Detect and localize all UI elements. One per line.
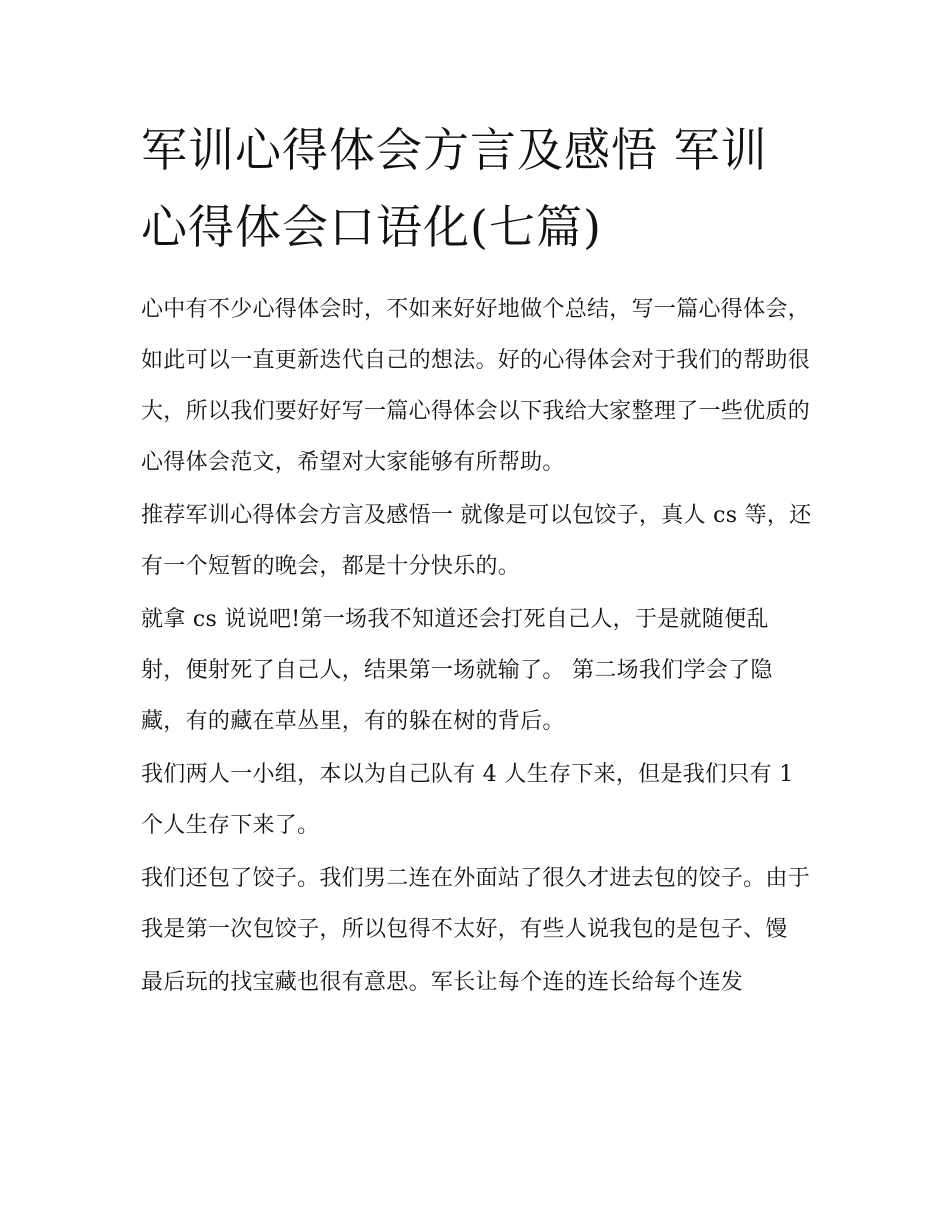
paragraph-treasure-hunt: 最后玩的找宝藏也很有意思。军长让每个连的连长给每个连发: [141, 970, 744, 995]
document-page: [141, 112, 813, 1010]
paragraph-dumplings: 我们还包了饺子。我们男二连在外面站了很久才进去包的饺子。由于我是第一次包饺子，所以包得不太好，有些人说我包的是包子、馒: [141, 866, 811, 942]
paragraph-cs-game: 就拿 cs 说说吧!第一场我不知道还会打死自己人，于是就随便乱射，便射死了自己人，结果第一场就输了。 第二场我们学会了隐藏，有的藏在草丛里，有的躲在树的背后。: [141, 607, 773, 734]
paragraph-recommend: 推荐军训心得体会方言及感悟一 就像是可以包饺子，真人 cs 等，还有一个短暂的晚会，都是十分快乐的。: [141, 503, 812, 579]
document-title: 军训心得体会方言及感悟 军训心得体会口语化(七篇): [141, 123, 768, 254]
paragraph-team-survival: 我们两人一小组，本以为自己队有 4 人生存下来，但是我们只有 1 个人生存下来了。: [141, 762, 794, 838]
paragraph-intro: 心中有不少心得体会时，不如来好好地做个总结，写一篇心得体会，如此可以一直更新迭代自己的想法。好的心得体会对于我们的帮助很大，所以我们要好好写一篇心得体会以下我给大家整理了一些优质的心得体会范文，希望对大家能够有所帮助。: [141, 297, 811, 475]
